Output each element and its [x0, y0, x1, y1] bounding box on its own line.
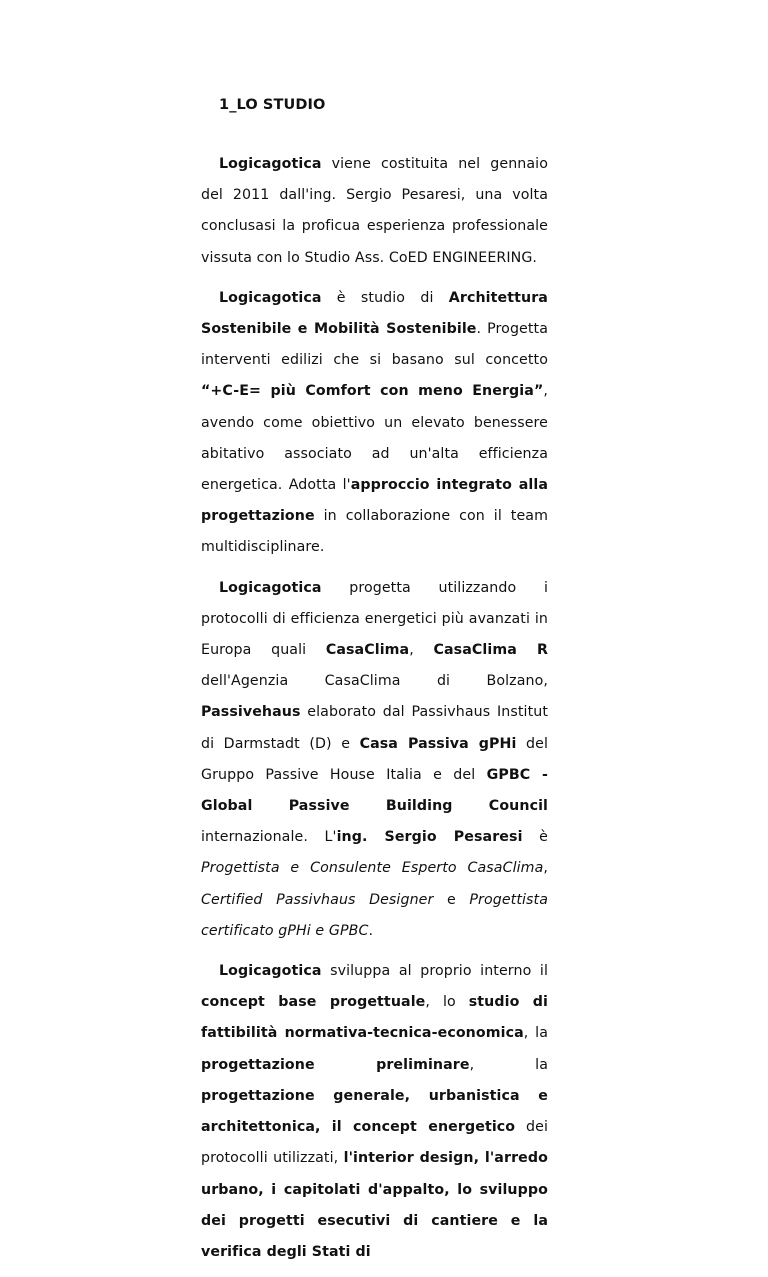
- text-run: e: [433, 891, 470, 908]
- body-text: [201, 149, 548, 1277]
- section-heading: 1_LO STUDIO: [219, 97, 326, 113]
- text-run: è: [522, 829, 548, 846]
- text-run: è studio di: [321, 289, 449, 306]
- text-run: . Progetta interventi edilizi che si basano sul concetto: [201, 321, 548, 369]
- bold-text-run: GPBC - Global Passive Building Council: [201, 766, 548, 815]
- bold-text-run: Architettura Sostenibile e Mobilità Sostenibile: [201, 289, 548, 338]
- paragraph-4: [201, 956, 548, 1268]
- text-run: .: [368, 922, 374, 939]
- bold-text-run: progettazione generale, urbanistica e architettonica, il concept energetico: [201, 1087, 548, 1136]
- paragraph-1: [201, 149, 548, 274]
- text-run: internazionale. L': [201, 829, 337, 846]
- bold-text-run: Passivehaus: [201, 704, 301, 721]
- paragraph-2: [201, 283, 548, 564]
- text-run: sviluppa al proprio interno il: [321, 963, 548, 980]
- text-run: , la: [523, 1025, 549, 1042]
- bold-text-run: “+C-E= più Comfort con meno Energia”: [201, 383, 544, 400]
- italic-text-run: Certified Passivhaus Designer: [201, 891, 434, 908]
- text-run: , lo: [425, 994, 469, 1011]
- italic-text-run: Progettista certificato gPHi e GPBC: [201, 891, 548, 939]
- bold-text-run: progettazione preliminare: [201, 1056, 470, 1073]
- text-run: dell'Agenzia CasaClima di Bolzano,: [201, 673, 548, 690]
- text-run: viene costituita nel gennaio del 2011 dall'ing. Sergio Pesaresi, una volta conclusasi la proficua esperienza professionale vissuta con lo Studio Ass. CoED ENGINEERING.: [201, 156, 548, 266]
- bold-text-run: CasaClima R: [433, 642, 548, 659]
- text-run: progetta utilizzando i protocolli di efficienza energetici più avanzati in Europa quali: [201, 579, 548, 659]
- paragraph-3: [201, 573, 548, 947]
- bold-text-run: CasaClima: [325, 642, 410, 659]
- bold-text-run: Logicagotica: [219, 156, 322, 172]
- bold-text-run: ing. Sergio Pesaresi: [336, 829, 523, 846]
- text-run: , avendo come obiettivo un elevato benessere abitativo associato ad un'alta efficienza energetica. Adotta l': [201, 383, 548, 494]
- text-run: dei protocolli utilizzati,: [201, 1119, 548, 1167]
- bold-text-run: Logicagotica: [219, 289, 322, 306]
- bold-text-run: Logicagotica: [219, 579, 322, 596]
- bold-text-run: concept base progettuale: [201, 994, 426, 1011]
- text-run: in collaborazione con il team multidisciplinare.: [201, 508, 548, 556]
- text-run: del Gruppo Passive House Italia e del: [201, 735, 548, 783]
- text-run: ,: [543, 860, 548, 877]
- bold-text-run: approccio integrato alla progettazione: [201, 477, 548, 525]
- text-run: ,: [409, 642, 434, 659]
- bold-text-run: l'interior design, l'arredo urbano, i capitolati d'appalto, lo sviluppo dei progetti esecutivi di cantiere e la verifica degli Stati di: [201, 1150, 548, 1260]
- text-run: , la: [469, 1056, 548, 1073]
- italic-text-run: Progettista e Consulente Esperto CasaClima: [201, 860, 544, 877]
- bold-text-run: Casa Passiva gPHi: [359, 735, 517, 752]
- bold-text-run: studio di fattibilità normativa-tecnica-economica: [201, 994, 549, 1042]
- text-run: elaborato dal Passivhaus Institut di Darmstadt (D) e: [201, 704, 548, 752]
- bold-text-run: Logicagotica: [219, 963, 322, 980]
